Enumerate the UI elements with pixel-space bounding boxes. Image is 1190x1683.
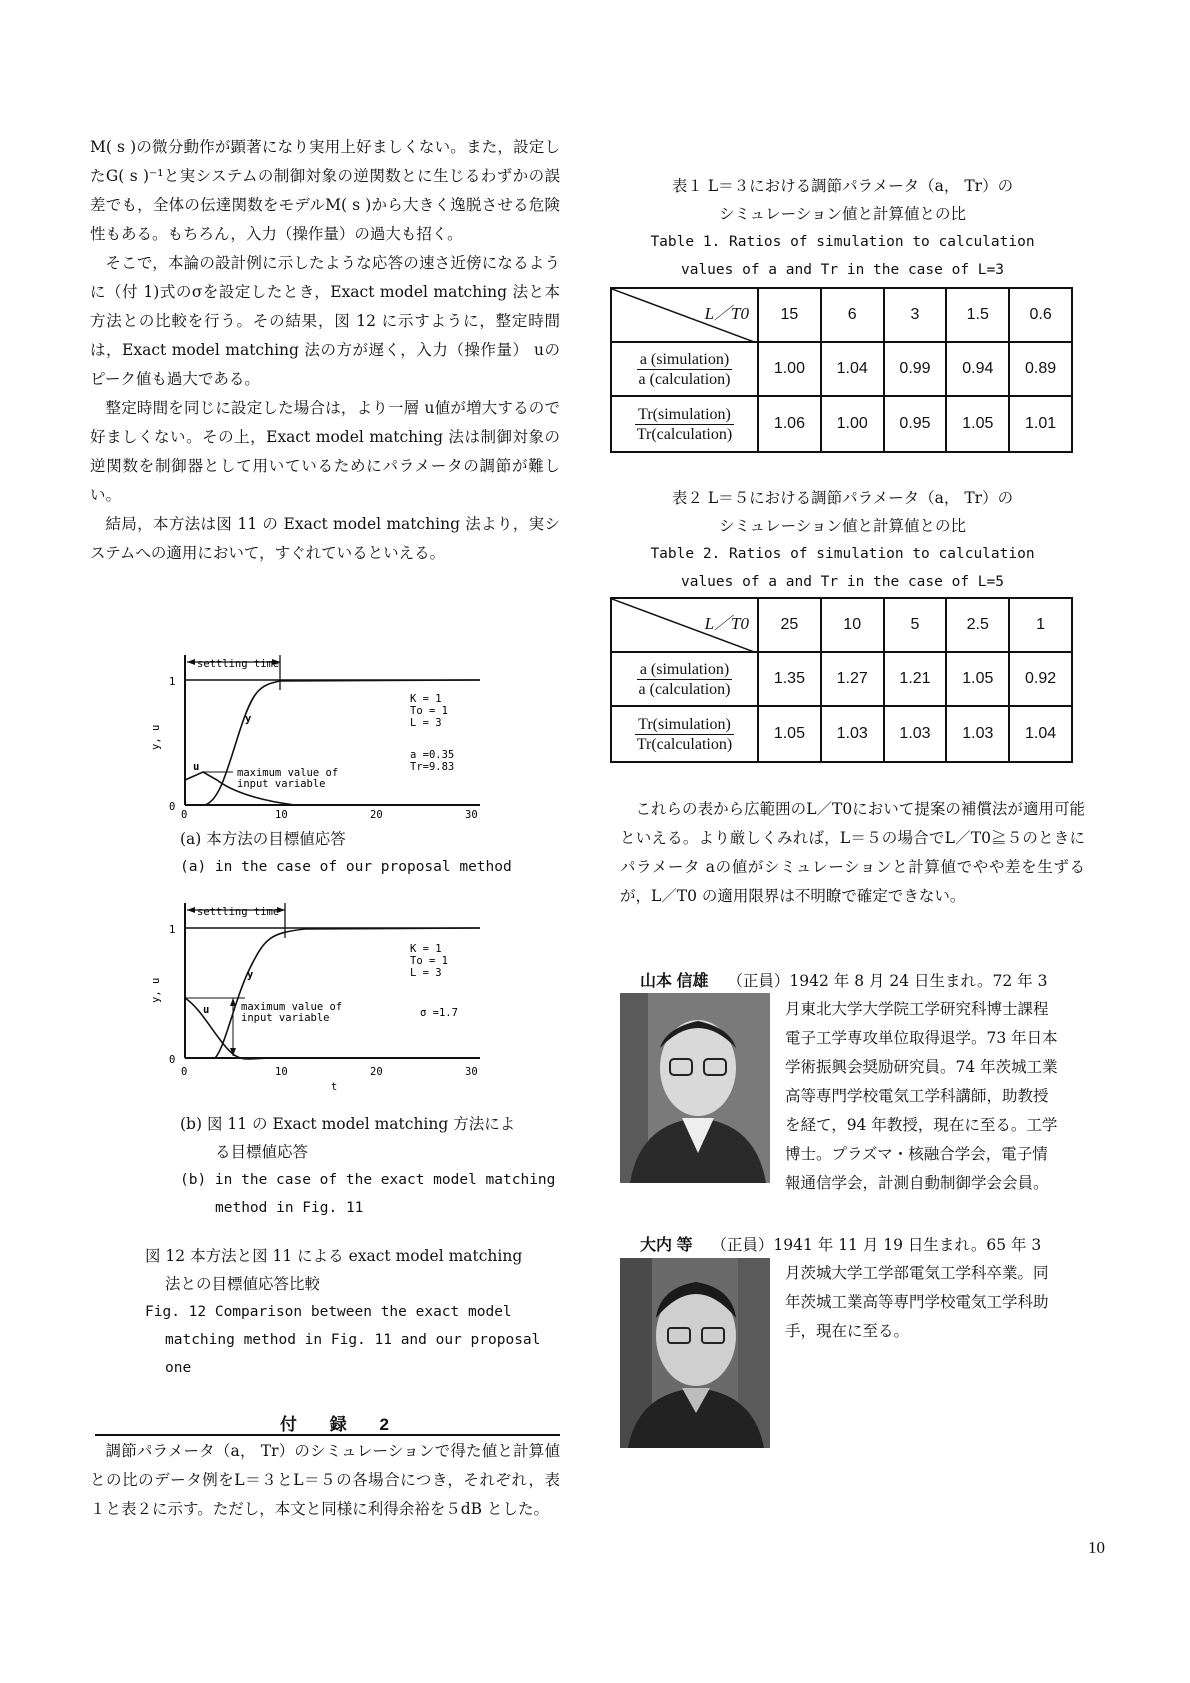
xtick: 10 — [275, 1066, 288, 1078]
caption-b-jp: る目標値応答 — [215, 1143, 309, 1161]
curve-y-label: y — [247, 969, 254, 981]
xtick: 20 — [370, 809, 383, 820]
ytick-1: 1 — [169, 924, 176, 936]
paragraph: これらの表から広範囲のL／T0において提案の補償法が適用可能といえる。より厳しくみれば，L＝５の場合でL／T0≧５のときにパラメータ aの値がシミュレーションと計算値でやや差を生ずるが，L／T0 の適用限界は不明瞭で確定できない。 — [620, 800, 1085, 905]
bio-line: 報通信学会，計測自動制御学会会員。 — [785, 1174, 1049, 1192]
table-cell: 1.35 — [758, 652, 821, 706]
table-caption-jp: 表２ L＝５における調節パラメータ（a， Tr）の — [671, 489, 1014, 507]
bio-line: 月茨城大学工学部電気工学科卒業。同 — [785, 1264, 1049, 1282]
frac-denominator: a (calculation) — [638, 370, 731, 388]
table-cell: 1.05 — [946, 652, 1009, 706]
caption-b — [180, 1110, 560, 1222]
header-cell: 1.5 — [946, 288, 1009, 342]
table-caption-en: Table 2. Ratios of simulation to calculation — [650, 546, 1035, 562]
header-cell: 2.5 — [946, 598, 1009, 652]
annotation: maximum value of — [241, 1001, 343, 1013]
arrow-head-icon — [187, 907, 195, 913]
bio-line: 高等専門学校電気工学科講師，助教授 — [785, 1087, 1049, 1105]
xtick: 10 — [275, 809, 288, 820]
table-cell: 0.95 — [884, 396, 947, 452]
page-number: 10 — [1088, 1538, 1105, 1557]
header-cell: 1 — [1009, 598, 1072, 652]
xtick: 30 — [465, 809, 478, 820]
table-row — [611, 396, 1072, 452]
paragraph: 結局，本方法は図 11 の Exact model matching 法より，実システムへの適用において，すぐれているといえる。 — [90, 515, 560, 562]
frac-numerator: a (simulation) — [637, 350, 733, 370]
bio-line: 学術振興会奨励研究員。74 年茨城工業 — [785, 1058, 1058, 1076]
caption-b-en: method in Fig. 11 — [215, 1200, 364, 1216]
table-cell: 0.94 — [946, 342, 1009, 396]
table1 — [610, 287, 1073, 453]
figure-12b-plot — [145, 898, 490, 1098]
left-column-text — [90, 133, 560, 568]
param: K = 1 — [410, 693, 442, 705]
annotation: input variable — [241, 1012, 330, 1024]
table-cell: 1.00 — [821, 396, 884, 452]
table-cell: 1.05 — [946, 396, 1009, 452]
corner-label: L／T0 — [704, 304, 749, 323]
xtick: 20 — [370, 1066, 383, 1078]
frac-numerator: Tr(simulation) — [635, 405, 734, 425]
table-caption-jp: 表１ L＝３における調節パラメータ（a， Tr）の — [671, 177, 1014, 195]
row-label — [611, 706, 758, 762]
table-cell: 1.04 — [821, 342, 884, 396]
caption-b-jp: (b) 図 11 の Exact model matching 方法によ — [180, 1115, 516, 1133]
corner-label: L／T0 — [704, 614, 749, 633]
bio-line: 年茨城工業高等専門学校電気工学科助 — [785, 1293, 1049, 1311]
table-caption-jp: シミュレーション値と計算値との比 — [718, 205, 967, 223]
bio-line: を経て，94 年教授，現在に至る。工学 — [785, 1116, 1058, 1134]
param: Tr=9.83 — [410, 761, 455, 773]
appendix-text — [90, 1437, 560, 1524]
paragraph: M( s )の微分動作が顕著になり実用上好ましくない。また，設定したG( s )⁻¹と実システムの制御対象の逆関数とに生じるわずかの誤差でも，全体の伝達関数をモデルM( s )から大きく逸脱させる危険性もある。もちろん，入力（操作量）の過大も招く。 — [90, 138, 560, 243]
table-cell: 1.27 — [821, 652, 884, 706]
table-caption-jp: シミュレーション値と計算値との比 — [718, 517, 967, 535]
x-axis-label: t — [331, 1081, 338, 1093]
annotation: maximum value of — [237, 767, 339, 779]
table-cell: 0.99 — [884, 342, 947, 396]
table-cell: 1.06 — [758, 396, 821, 452]
table2 — [610, 597, 1073, 763]
author-photo — [620, 993, 770, 1183]
frac-denominator: Tr(calculation) — [636, 425, 733, 443]
caption-b-en: (b) in the case of the exact model matching — [180, 1172, 556, 1188]
bio-line: 博士。プラズマ・核融合学会，電子情 — [785, 1145, 1048, 1163]
caption-a-jp: (a) 本方法の目標値応答 — [180, 830, 346, 848]
table-cell: 1.04 — [1009, 706, 1072, 762]
paragraph: そこで，本論の設計例に示したような応答の速さ近傍になるように（付 1)式のσを設定したとき，Exact model matching 法と本方法との比較を行う。その結果，図 12 に示すように，整定時間は，Exact model matching 法の方が遅く，入力（操作量） uのピーク値も過大である。 — [90, 254, 560, 388]
bio-text: （正員）1942 年 8 月 24 日生まれ。72 年 3 — [727, 972, 1048, 990]
table-cell: 1.05 — [758, 706, 821, 762]
bio-line: 電子工学専攻単位取得退学。73 年日本 — [785, 1029, 1058, 1047]
table-caption-en: values of a and Tr in the case of L=3 — [680, 262, 1004, 278]
ytick-1: 1 — [169, 676, 176, 688]
header-cell: 15 — [758, 288, 821, 342]
param: L = 3 — [410, 967, 442, 979]
appendix-heading: 付 録 2 — [280, 1415, 403, 1434]
param: To = 1 — [410, 955, 448, 967]
figure-caption-en: Fig. 12 Comparison between the exact model — [145, 1304, 512, 1320]
table-cell: 1.00 — [758, 342, 821, 396]
corner-cell — [611, 288, 758, 342]
portrait-icon — [620, 993, 770, 1183]
table-cell: 1.01 — [1009, 396, 1072, 452]
heading-rule — [95, 1434, 560, 1436]
annotation: input variable — [237, 778, 326, 790]
xtick: 0 — [181, 1066, 188, 1078]
frac-numerator: a (simulation) — [637, 660, 733, 680]
caption-a-en: (a) in the case of our proposal method — [180, 859, 512, 875]
header-cell: 5 — [884, 598, 947, 652]
table-cell: 1.03 — [821, 706, 884, 762]
row-label — [611, 342, 758, 396]
table1-caption — [610, 172, 1075, 284]
figure-caption-en: matching method in Fig. 11 and our proposal one — [165, 1332, 541, 1376]
paragraph: 整定時間を同じに設定した場合は，より一層 u値が増大するので好ましくない。その上，Exact model matching 法は制御対象の逆関数を制御器として用いているためにパラメータの調節が難しい。 — [90, 399, 560, 504]
arrow-head-icon — [230, 998, 236, 1006]
table-row — [611, 342, 1072, 396]
corner-cell — [611, 598, 758, 652]
table-cell: 0.89 — [1009, 342, 1072, 396]
author-photo — [620, 1258, 770, 1448]
figure-12-caption — [145, 1242, 565, 1382]
table-header-row — [611, 598, 1072, 652]
table-cell: 1.03 — [884, 706, 947, 762]
param: σ =1.7 — [420, 1007, 458, 1019]
xtick: 30 — [465, 1066, 478, 1078]
xtick: 0 — [181, 809, 188, 820]
table-caption-en: values of a and Tr in the case of L=5 — [680, 574, 1004, 590]
table-row — [611, 706, 1072, 762]
header-cell: 10 — [821, 598, 884, 652]
frac-numerator: Tr(simulation) — [635, 715, 734, 735]
author-name: 山本 信雄 — [640, 973, 709, 990]
table-cell: 1.21 — [884, 652, 947, 706]
caption-a — [180, 825, 560, 881]
y-axis-label: y, u — [150, 977, 162, 1003]
ytick-0: 0 — [169, 1054, 176, 1066]
param: L = 3 — [410, 717, 442, 729]
param: a =0.35 — [410, 749, 455, 761]
bio-line: 手，現在に至る。 — [785, 1322, 910, 1340]
table-row — [611, 652, 1072, 706]
table-cell: 0.92 — [1009, 652, 1072, 706]
table2-caption — [610, 484, 1075, 596]
param: To = 1 — [410, 705, 448, 717]
table-cell: 1.03 — [946, 706, 1009, 762]
settling-label: settling time — [197, 906, 280, 918]
bio-text: （正員）1941 年 11 月 19 日生まれ。65 年 3 — [711, 1236, 1042, 1254]
param: K = 1 — [410, 943, 442, 955]
author-name: 大内 等 — [640, 1237, 693, 1254]
bio-2-body — [785, 1259, 1105, 1346]
curve-y-label: y — [245, 713, 252, 725]
row-label — [611, 396, 758, 452]
bio-1-body — [785, 995, 1105, 1198]
bio-2-header — [640, 1232, 1100, 1255]
header-cell: 25 — [758, 598, 821, 652]
frac-denominator: a (calculation) — [638, 680, 731, 698]
portrait-icon — [620, 1258, 770, 1448]
ytick-0: 0 — [169, 801, 176, 813]
frac-denominator: Tr(calculation) — [636, 735, 733, 753]
curve-u-label: u — [203, 1004, 210, 1016]
header-cell: 3 — [884, 288, 947, 342]
curve-u-label: u — [193, 761, 200, 773]
figure-caption-jp: 図 12 本方法と図 11 による exact model matching — [145, 1247, 523, 1265]
row-label — [611, 652, 758, 706]
y-axis-label: y, u — [150, 724, 162, 750]
figure-caption-jp: 法との目標値応答比較 — [165, 1275, 321, 1293]
header-cell: 6 — [821, 288, 884, 342]
table-caption-en: Table 1. Ratios of simulation to calculation — [650, 234, 1035, 250]
header-cell: 0.6 — [1009, 288, 1072, 342]
figure-12a-plot — [145, 650, 490, 820]
table-header-row — [611, 288, 1072, 342]
paragraph: 調節パラメータ（a， Tr）のシミュレーションで得た値と計算値との比のデータ例をL＝３とL＝５の各場合につき，それぞれ，表１と表２に示す。ただし，本文と同様に利得余裕を５dB とした。 — [90, 1442, 560, 1518]
bio-1-header — [640, 968, 1100, 991]
right-column-text — [620, 795, 1085, 911]
arrow-head-icon — [187, 659, 195, 665]
settling-label: settling time — [197, 658, 280, 670]
bio-line: 月東北大学大学院工学研究科博士課程 — [785, 1000, 1049, 1018]
